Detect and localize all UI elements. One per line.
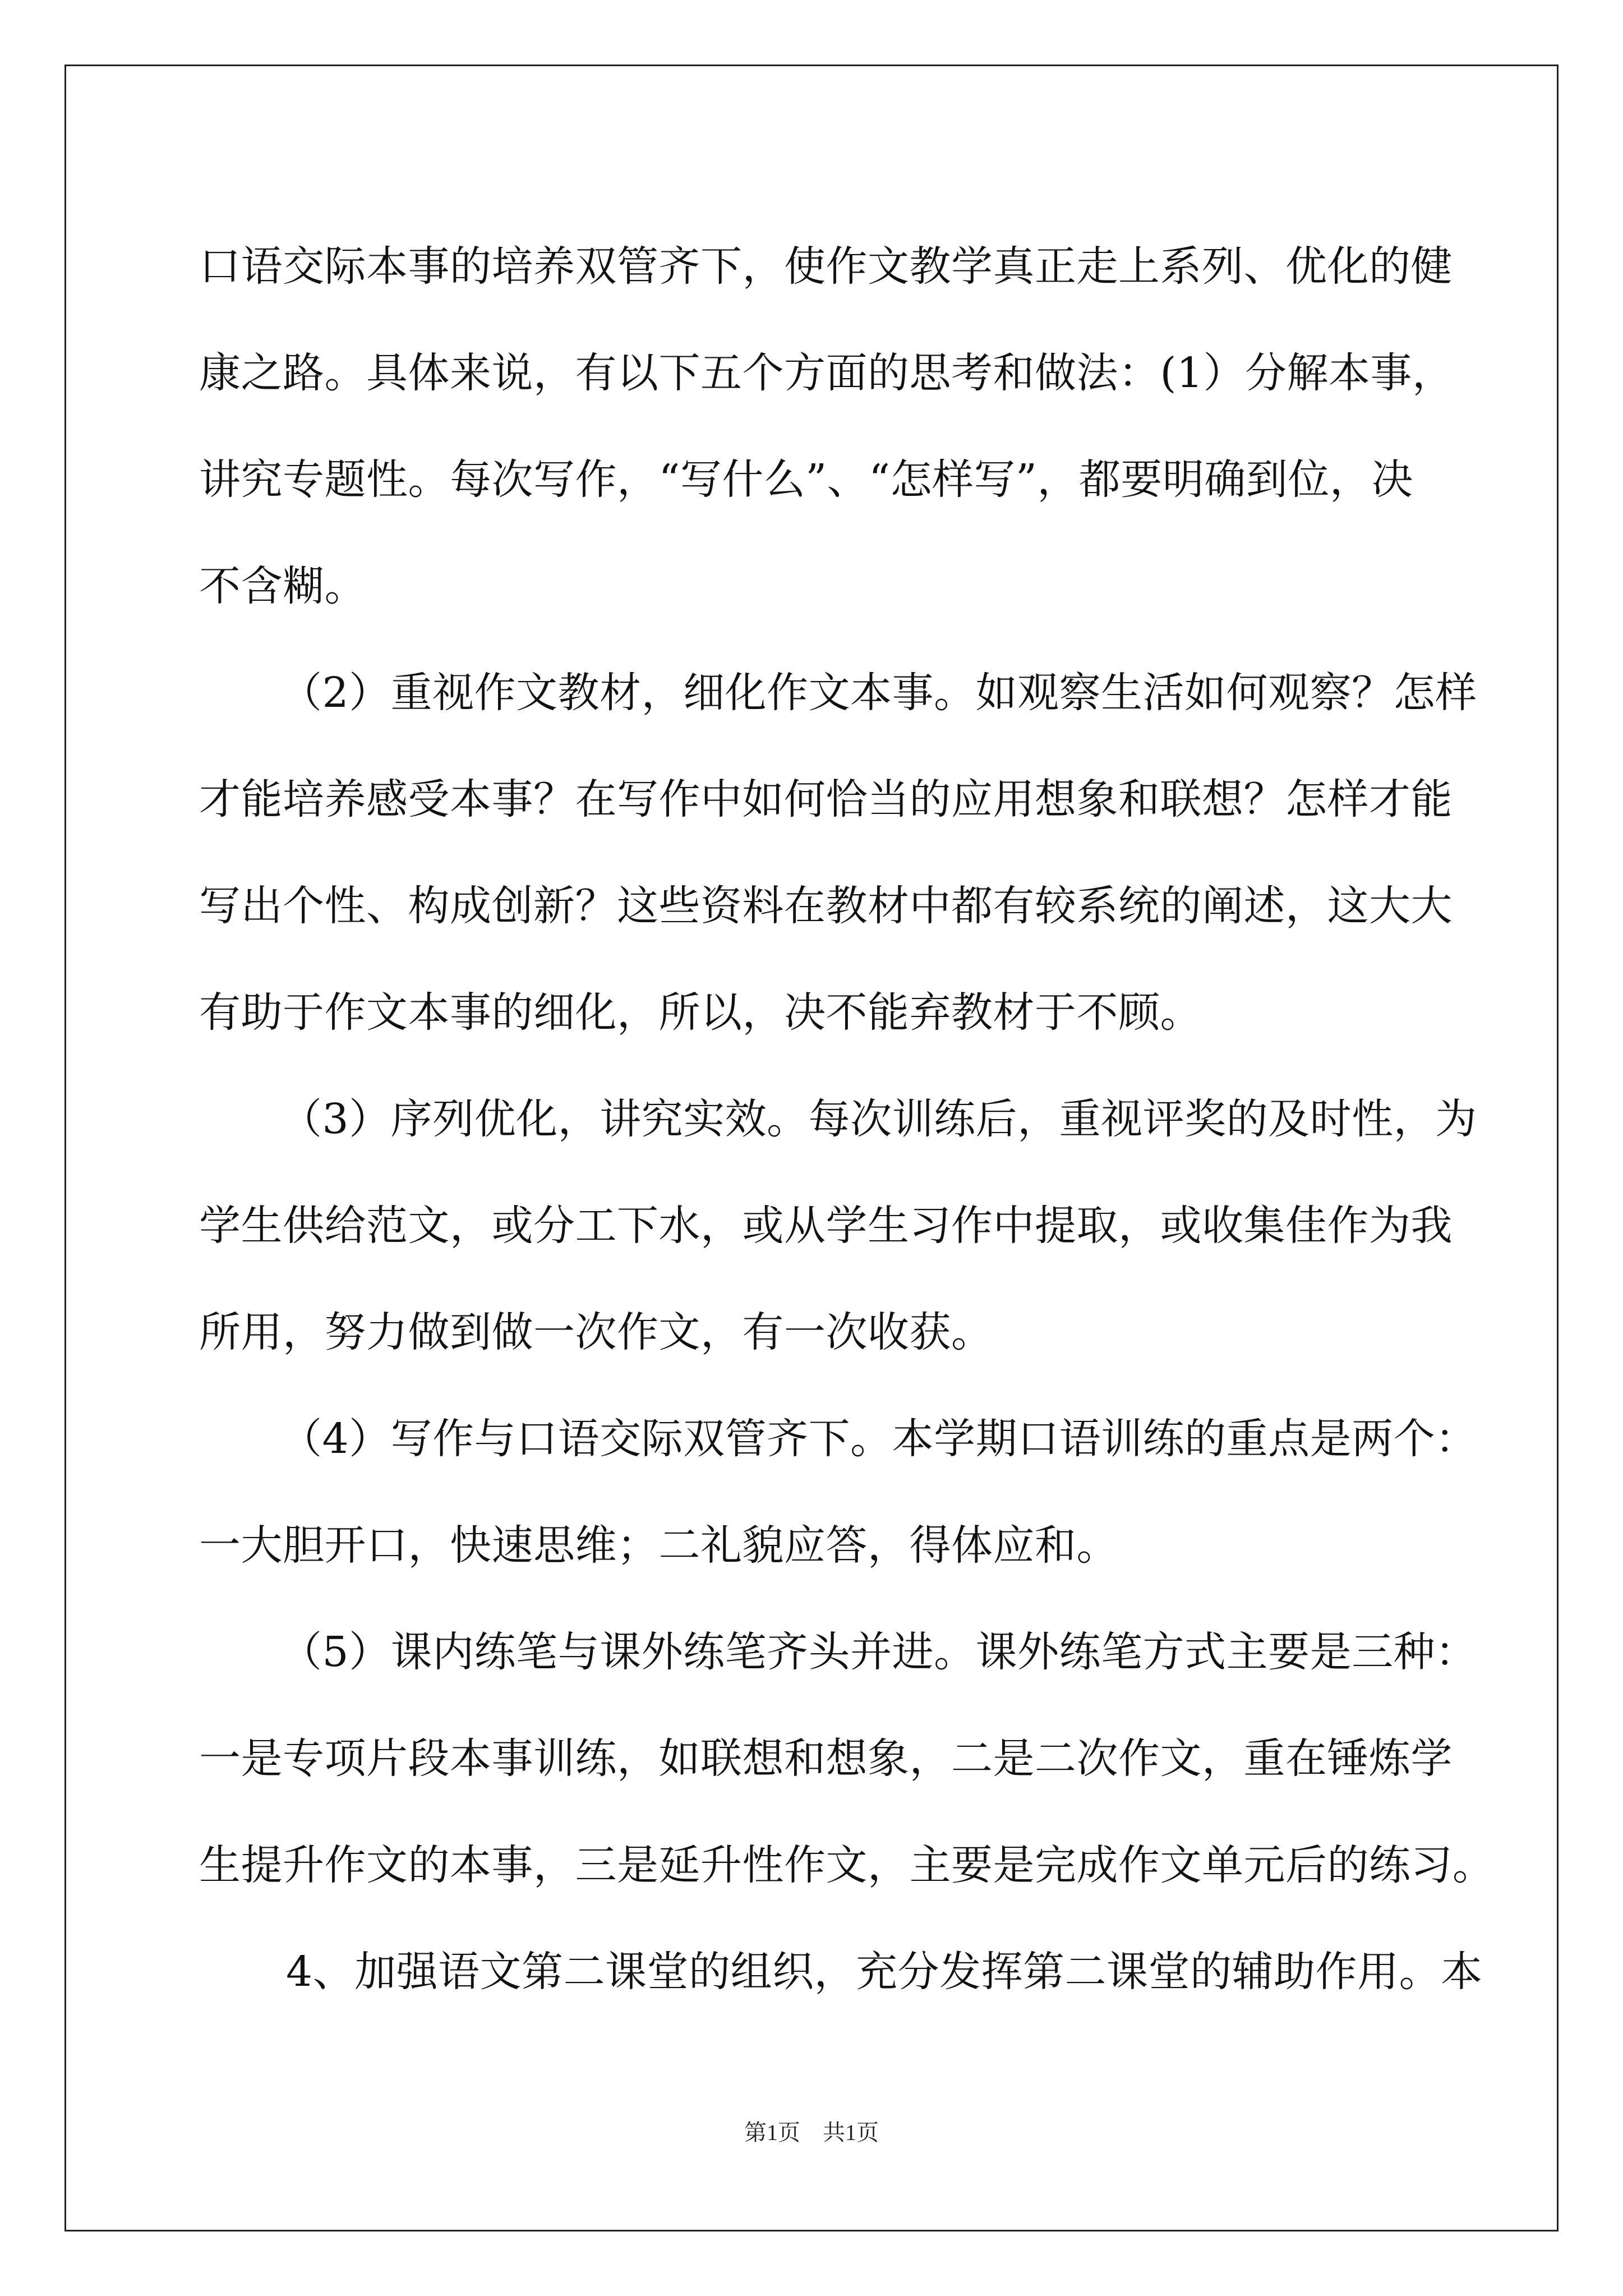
text-line: 有助于作文本事的细化，所以，决不能弃教材于不顾。 bbox=[199, 988, 1202, 1037]
text-line: 写出个性、构成创新？这些资料在教材中都有较系统的阐述，这大大 bbox=[199, 882, 1453, 930]
text-line: 不含糊。 bbox=[199, 562, 366, 610]
paragraph-start-line: 4、加强语文第二课堂的组织，充分发挥第二课堂的辅助作用。本 bbox=[286, 1948, 1483, 1996]
text-line: 口语交际本事的培养双管齐下，使作文教学真正走上系列、优化的健 bbox=[199, 242, 1453, 291]
paragraph-start-line: （4）写作与口语交际双管齐下。本学期口语训练的重点是两个： bbox=[280, 1415, 1477, 1463]
text-line: 生提升作文的本事，三是延升性作文，主要是完成作文单元后的练习。 bbox=[199, 1841, 1495, 1889]
text-line: 所用，努力做到做一次作文，有一次收获。 bbox=[199, 1308, 993, 1356]
text-line: 讲究专题性。每次写作，“写什么”、“怎样写”，都要明确到位，决 bbox=[199, 455, 1413, 504]
text-line: 才能培养感受本事？在写作中如何恰当的应用想象和联想？怎样才能 bbox=[199, 775, 1453, 823]
text-line: 一是专项片段本事训练，如联想和想象，二是二次作文，重在锤炼学 bbox=[199, 1734, 1453, 1783]
text-line: 学生供给范文，或分工下水，或从学生习作中提取，或收集佳作为我 bbox=[199, 1202, 1453, 1250]
paragraph-start-line: （3）序列优化，讲究实效。每次训练后，重视评奖的及时性，为 bbox=[280, 1095, 1477, 1143]
page-footer: 第1页 共1页 bbox=[744, 2120, 879, 2145]
paragraph-start-line: （5）课内练笔与课外练笔齐头并进。课外练笔方式主要是三种： bbox=[280, 1628, 1477, 1676]
document-body bbox=[199, 213, 1495, 2025]
paragraph-start-line: （2）重视作文教材，细化作文本事。如观察生活如何观察？怎样 bbox=[280, 669, 1477, 717]
text-line: 一大胆开口，快速思维；二礼貌应答，得体应和。 bbox=[199, 1521, 1118, 1570]
text-line: 康之路。具体来说，有以下五个方面的思考和做法：(1）分解本事， bbox=[199, 349, 1454, 397]
